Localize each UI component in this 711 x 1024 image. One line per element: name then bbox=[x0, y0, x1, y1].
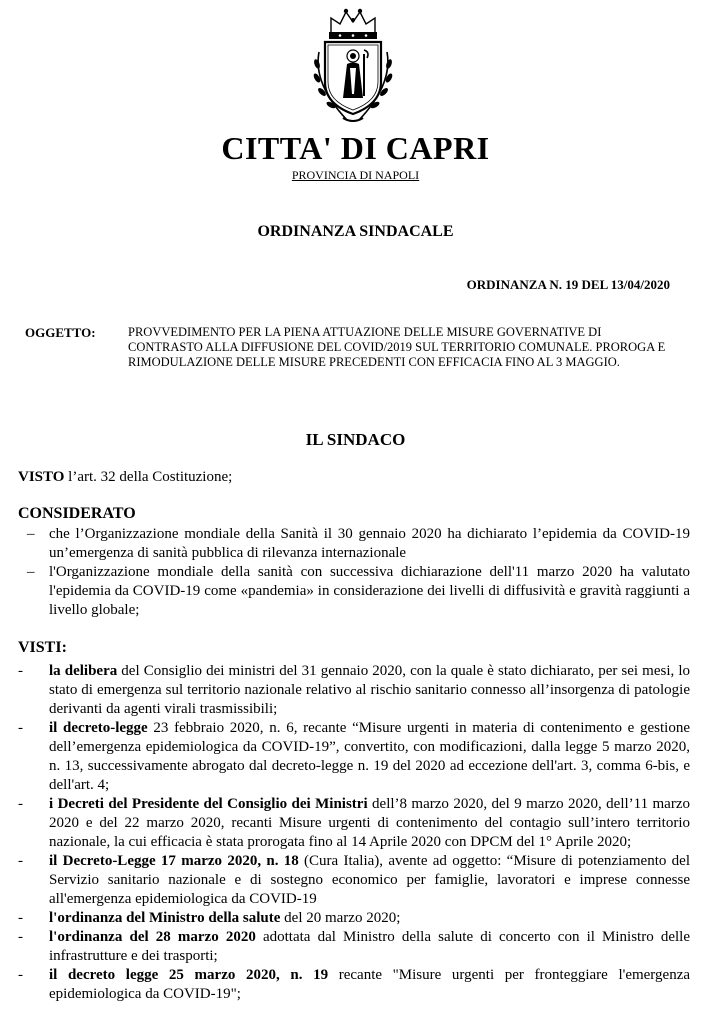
city-title: CITTA' DI CAPRI bbox=[221, 130, 490, 166]
visto-bold: VISTO bbox=[18, 469, 65, 485]
list-marker: – bbox=[27, 526, 35, 542]
ordinance-number: ORDINANZA N. 19 DEL 13/04/2020 bbox=[466, 277, 670, 292]
list-marker: - bbox=[18, 796, 23, 812]
list-item-bold: i Decreti del Presidente del Consiglio dei Ministri bbox=[49, 796, 368, 812]
list-marker: - bbox=[18, 967, 23, 983]
list-item-bold: l'ordinanza del Ministro della salute bbox=[49, 910, 281, 926]
list-item-text: l'Organizzazione mondiale della sanità con successiva dichiarazione dell'11 marzo 2020 ha valutato l'epidemia da COVID-19 come «pandemia» in considerazione dei livelli di diffusività e gravità raggiunti a livello globale; bbox=[49, 564, 690, 618]
list-item bbox=[18, 928, 690, 966]
list-item-text: del 20 marzo 2020; bbox=[280, 910, 401, 926]
list-item-text: recante "Misure urgenti per fronteggiare l'emergenza epidemiologica da COVID-19"; bbox=[49, 967, 691, 1002]
list-marker: - bbox=[18, 929, 23, 945]
list-item-text: (Cura Italia), avente ad oggetto: “Misure di potenziamento del Servizio sanitario nazionale e di sostegno economico per famiglie, lavoratori e imprese connesse all'emergenza epidemiologica da COVID-19 bbox=[49, 853, 690, 907]
list-marker: - bbox=[18, 853, 23, 869]
list-item bbox=[18, 563, 690, 620]
considerato-list bbox=[18, 525, 690, 620]
list-item-text: che l’Organizzazione mondiale della Sanità il 30 gennaio 2020 ha dichiarato l’epidemia da COVID-19 un’emergenza di sanità pubblica di rilevanza internazionale bbox=[49, 526, 690, 561]
section-heading: IL SINDACO bbox=[305, 430, 406, 449]
list-item-bold: l'ordinanza del 28 marzo 2020 bbox=[49, 929, 256, 945]
ordinance-type: ORDINANZA SINDACALE bbox=[257, 223, 454, 240]
list-marker: - bbox=[18, 720, 23, 736]
list-item-bold: il Decreto-Legge 17 marzo 2020, n. 18 bbox=[49, 853, 299, 869]
list-item-bold: la delibera bbox=[49, 663, 118, 679]
list-item-text: dell’8 marzo 2020, del 9 marzo 2020, dell’11 marzo 2020 e del 22 marzo 2020, recanti Misure urgenti di contenimento del contagio sull’intero territorio nazionale, la cui efficacia è stata prorogata fino al 14 Aprile 2020 con DPCM del 1° Aprile 2020; bbox=[49, 796, 690, 850]
subject-text: PROVVEDIMENTO PER LA PIENA ATTUAZIONE DELLE MISURE GOVERNATIVE DI CONTRASTO ALLA DIFFUSIONE DEL COVID/2019 SUL TERRITORIO COMUNALE. PROROGA E RIMODULAZIONE DELLE MISURE PRECEDENTI CON EFFICACIA FINO AL 3 MAGGIO. bbox=[128, 325, 666, 369]
list-marker: – bbox=[27, 564, 35, 580]
list-item-bold: il decreto-legge bbox=[49, 720, 148, 736]
list-item bbox=[18, 719, 690, 795]
list-item-text: del Consiglio dei ministri del 31 gennaio 2020, con la quale è stato dichiarato, per sei mesi, lo stato di emergenza sul territorio nazionale relativo al rischio sanitario connesso all’insorgenza di patologie derivanti da agenti virali trasmissibili; bbox=[49, 663, 690, 717]
visti-list bbox=[18, 662, 690, 1004]
list-item bbox=[18, 662, 690, 719]
list-item bbox=[18, 966, 690, 1004]
list-item bbox=[18, 909, 690, 928]
subject-label: OGGETTO: bbox=[25, 325, 96, 340]
list-marker: - bbox=[18, 910, 23, 926]
visti-heading: VISTI: bbox=[18, 639, 67, 656]
list-item bbox=[18, 795, 690, 852]
considerato-heading: CONSIDERATO bbox=[18, 505, 136, 522]
list-item-text: 23 febbraio 2020, n. 6, recante “Misure urgenti in materia di contenimento e gestione dell’emergenza epidemiologica da COVID-19”, convertito, con modificazioni, dalla legge 5 marzo 2020, n. 13, successivamente abrogato dal decreto-legge n. 19 del 2020 ad eccezione dell'art. 3, comma 6-bis, e dell'art. 4; bbox=[49, 720, 690, 793]
list-item-bold: il decreto legge 25 marzo 2020, n. 19 bbox=[49, 967, 329, 983]
province-subtitle: PROVINCIA DI NAPOLI bbox=[291, 168, 420, 182]
list-item-text: adottata dal Ministro della salute di concerto con il Ministro delle infrastrutture e dei trasporti; bbox=[49, 929, 690, 964]
city-crest-icon bbox=[307, 4, 399, 126]
visto-paragraph bbox=[18, 468, 690, 487]
list-item bbox=[18, 525, 690, 563]
visto-text: l’art. 32 della Costituzione; bbox=[64, 469, 233, 485]
list-marker: - bbox=[18, 663, 23, 679]
list-item bbox=[18, 852, 690, 909]
